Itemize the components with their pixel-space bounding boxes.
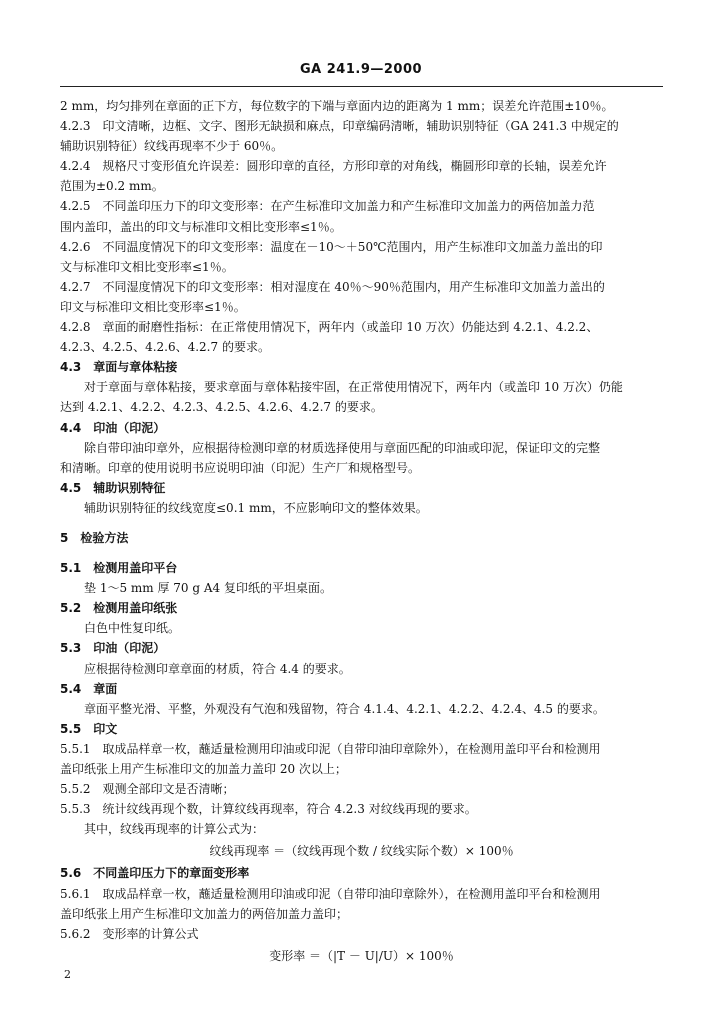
text-line: 盖印纸张上用产生标准印文加盖力的两倍加盖力盖印； xyxy=(60,906,349,921)
section-heading: 5.5 印文 xyxy=(60,721,118,736)
text-line: 对于章面与章体粘接，要求章面与章体粘接牢固，在正常使用情况下，两年内（或盖印 10 万次）仍能 xyxy=(84,380,623,395)
text-line: 4.2.7 不同湿度情况下的印文变形率：相对湿度在 40％～90％范围内，用产生标准印文加盖力盖出的 xyxy=(60,279,605,294)
text-line: 白色中性复印纸。 xyxy=(84,621,181,636)
section-heading: 4.4 印油（印泥） xyxy=(60,420,166,435)
text-line: 范围为±0.2 mm。 xyxy=(60,179,164,194)
section-heading: 4.5 辅助识别特征 xyxy=(60,480,166,495)
text-line: 4.2.3 印文清晰，边框、文字、图形无缺损和麻点，印章编码清晰，辅助识别特征（GA 241.3 中规定的 xyxy=(60,119,619,134)
header-rule xyxy=(60,86,663,87)
section-heading: 5.2 检测用盖印纸张 xyxy=(60,601,178,616)
text-line: 印文与标准印文相比变形率≤1％。 xyxy=(60,299,246,314)
text-line: 4.2.4 规格尺寸变形值允许误差：圆形印章的直径，方形印章的对角线，椭圆形印章的长轴，误差允许 xyxy=(60,159,607,174)
text-line: 应根据待检测印章章面的材质，符合 4.4 的要求。 xyxy=(84,661,351,676)
section-heading: 5.1 检测用盖印平台 xyxy=(60,561,178,576)
text-line: 4.2.6 不同温度情况下的印文变形率：温度在－10～＋50℃范围内，用产生标准印文加盖力盖出的印 xyxy=(60,239,603,254)
section-heading: 5.6 不同盖印压力下的章面变形率 xyxy=(60,866,250,881)
document-body xyxy=(60,96,663,968)
section-heading: 5.4 章面 xyxy=(60,681,118,696)
formula: 纹线再现率 ＝（纹线再现个数 / 纹线实际个数）× 100％ xyxy=(209,844,514,859)
text-line: 围内盖印，盖出的印文与标准印文相比变形率≤1％。 xyxy=(60,219,342,234)
text-line: 辅助识别特征）纹线再现率不少于 60％。 xyxy=(60,139,284,154)
page-number: 2 xyxy=(64,968,71,981)
text-line: 5.6.1 取成品样章一枚，蘸适量检测用印油或印泥（自带印油印章除外），在检测用盖印平台和检测用 xyxy=(60,886,601,901)
text-line: 盖印纸张上用产生标准印文的加盖力盖印 20 次以上； xyxy=(60,762,347,776)
text-line: 垫 1～5 mm 厚 70 g A4 复印纸的平坦桌面。 xyxy=(84,581,332,596)
text-line: 4.2.5 不同盖印压力下的印文变形率：在产生标准印文加盖力和产生标准印文加盖力的两倍加盖力范 xyxy=(60,199,595,214)
text-line: 4.2.8 章面的耐磨性指标：在正常使用情况下，两年内（或盖印 10 万次）仍能达到 4.2.1、4.2.2、 xyxy=(60,320,599,335)
text-line: 和清晰。印章的使用说明书应说明印油（印泥）生产厂和规格型号。 xyxy=(60,460,421,475)
text-line: 5.5.2 观测全部印文是否清晰； xyxy=(60,782,235,797)
text-line: 达到 4.2.1、4.2.2、4.2.3、4.2.5、4.2.6、4.2.7 的要求。 xyxy=(60,400,383,415)
text-line: 章面平整光滑、平整，外观没有气泡和残留物，符合 4.1.4、4.2.1、4.2.2、4.2.4、4.5 的要求。 xyxy=(84,701,605,716)
text-line: 5.5.3 统计纹线再现个数，计算纹线再现率，符合 4.2.3 对纹线再现的要求。 xyxy=(60,802,477,817)
formula: 变形率 ＝（|T － U|/U）× 100％ xyxy=(269,948,454,963)
text-line: 除自带印油印章外，应根据待检测印章的材质选择使用与章面匹配的印油或印泥，保证印文的完整 xyxy=(84,440,601,455)
section-heading: 5.3 印油（印泥） xyxy=(60,641,166,656)
section-heading: 5 检验方法 xyxy=(60,530,129,545)
standard-header: GA 241.9—2000 xyxy=(300,62,423,77)
text-line: 其中，纹线再现率的计算公式为： xyxy=(84,822,265,837)
text-line: 2 mm，均匀排列在章面的正下方，每位数字的下端与章面内边的距离为 1 mm；误差允许范围±10％。 xyxy=(60,99,614,113)
text-line: 4.2.3、4.2.5、4.2.6、4.2.7 的要求。 xyxy=(60,340,270,355)
text-line: 5.6.2 变形率的计算公式 xyxy=(60,926,199,941)
spacer xyxy=(60,518,663,528)
text-line: 5.5.1 取成品样章一枚，蘸适量检测用印油或印泥（自带印油印章除外），在检测用盖印平台和检测用 xyxy=(60,741,601,756)
section-heading: 4.3 章面与章体粘接 xyxy=(60,360,178,375)
text-line: 辅助识别特征的纹线宽度≤0.1 mm，不应影响印文的整体效果。 xyxy=(84,500,428,515)
text-line: 文与标准印文相比变形率≤1％。 xyxy=(60,259,234,274)
spacer xyxy=(60,548,663,558)
